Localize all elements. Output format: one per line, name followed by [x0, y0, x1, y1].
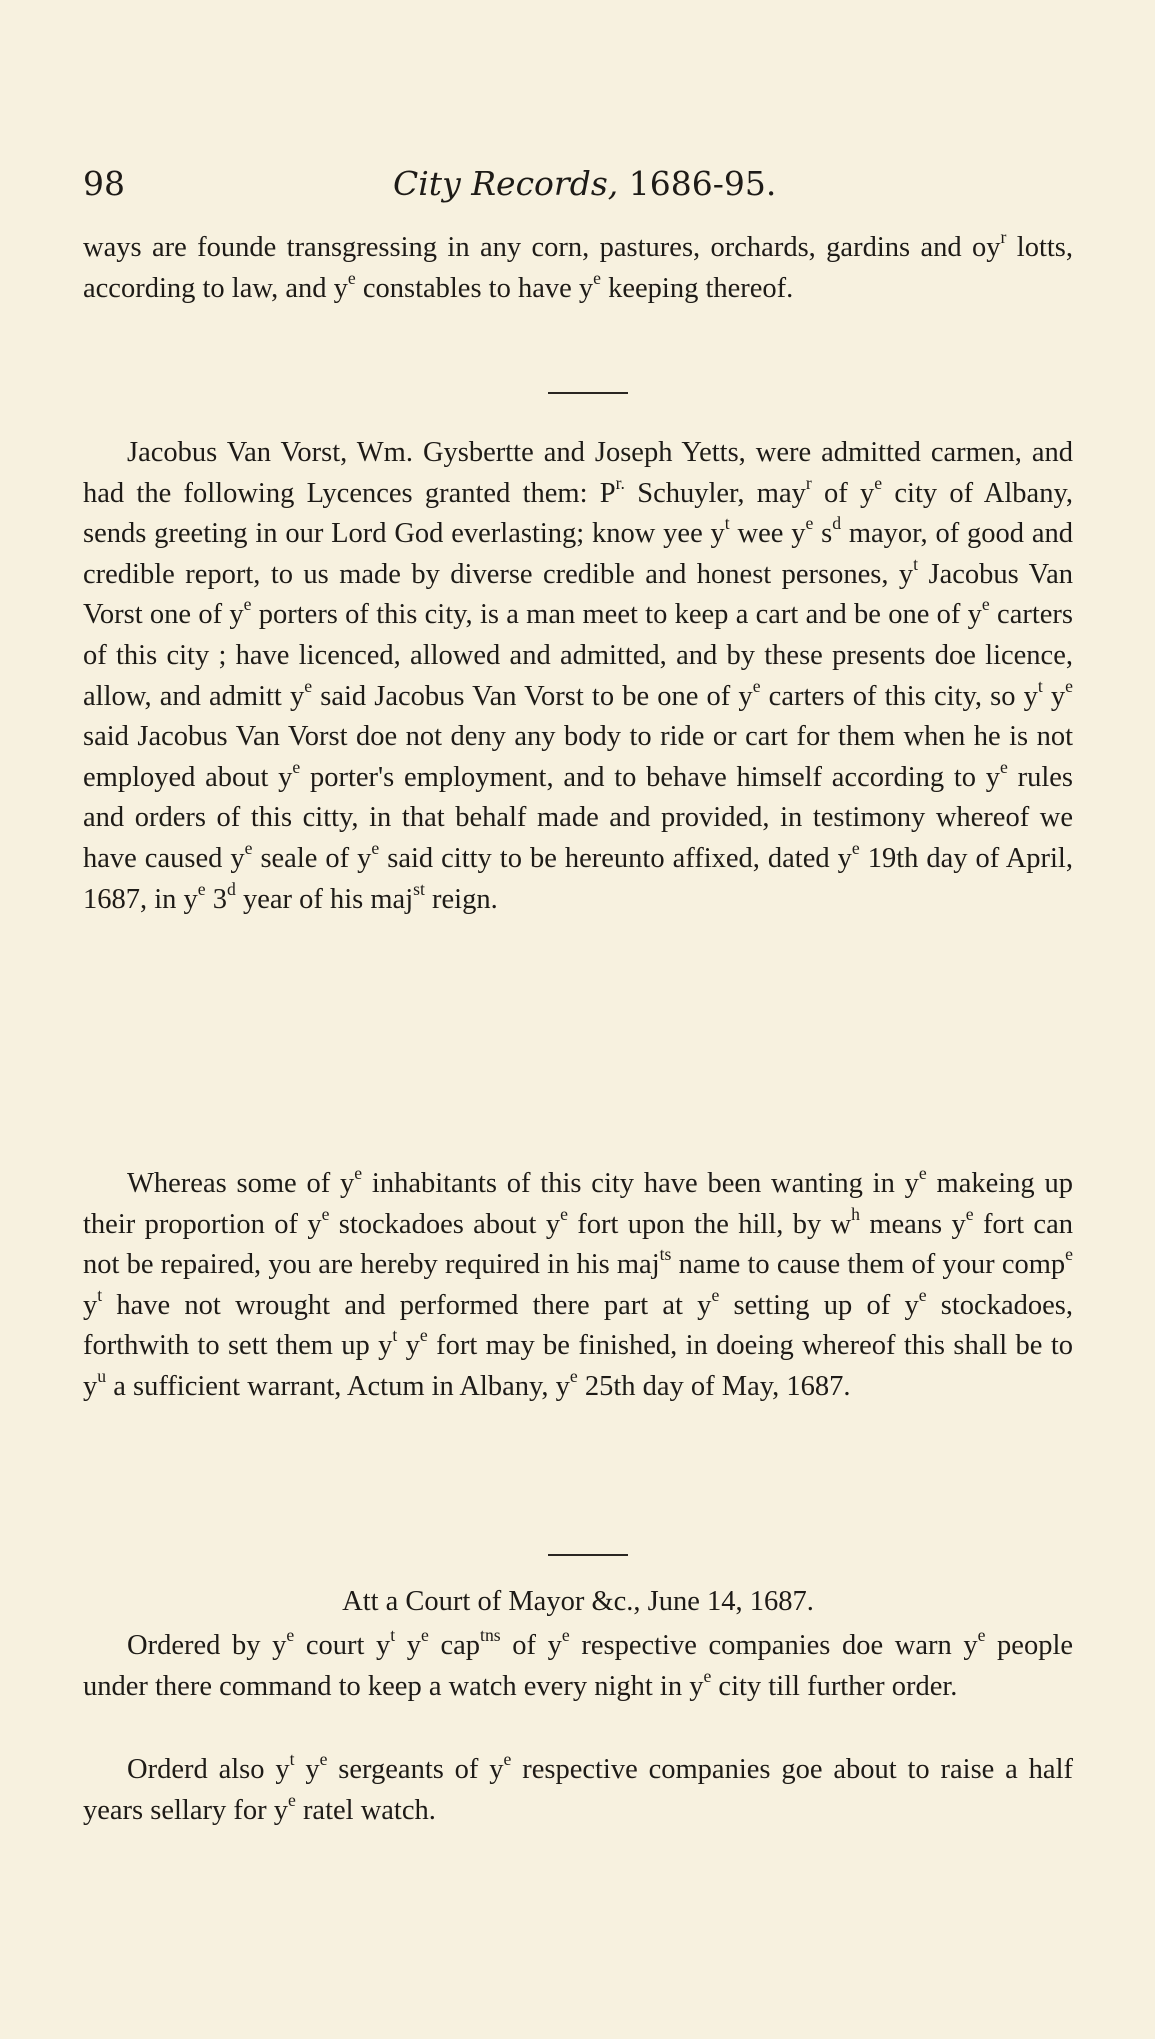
- court-heading: Att a Court of Mayor &c., June 14, 1687.: [342, 1586, 814, 1617]
- running-title-name: City Records,: [393, 164, 619, 203]
- paragraph-sergeants: Orderd also $y^t$ $y^e$ sergeants of $y^e$ respective companies goe about to raise a half years sellary for $y^e$ ratel watch.: [83, 1748, 1073, 1826]
- paragraph-licence: Jacobus Van Vorst, Wm. Gysbertte and Joseph Yetts, were admitted carmen, and had the following Lycences granted them: $P^{r.}$ Schuyler, may$^r$ of $y^e$ city of Albany, sends greeting in our Lord God everlasting; know yee $y^t$ wee $y^e$ $s^d$ mayor, of good and credible report, to us made by diverse credible and honest persones, $y^t$ Jacobus Van Vorst one of $y^e$ porters of this city, is a man meet to keep a cart and be one of $y^e$ carters of this city ; have licenced, allowed and admitted, and by these presents doe licence, allow, and admitt $y^e$ said Jacobus Van Vorst to be one of $y^e$ carters of this city, so $y^t$ $y^e$ said Jacobus Van Vorst doe not deny any body to ride or cart for them when he is not employed about $y^e$ porter's employment, and to behave himself according to $y^e$ rules and orders of this citty, in that behalf made and provided, in testimony whereof we have caused $y^e$ seale of $y^e$ said citty to be hereunto affixed, dated $y^e$ 19th day of April, 1687, in $y^e$ 3$^d$ year of his maj$^{st}$ reign.: [83, 437, 1074, 915]
- running-title: [393, 164, 776, 203]
- page-header: [83, 158, 783, 208]
- page-number: 98: [83, 164, 125, 203]
- paragraph-watch-order: Ordered by $y^e$ court $y^t$ $y^e$ cap$^{tns}$ of $y^e$ respective companies doe warn $y^e$ people under there command to keep a watch every night in $y^e$ city till further order.: [83, 1624, 1074, 1702]
- section-divider: [548, 1554, 628, 1556]
- paragraph-continuation: ways are founde transgressing in any corn, pastures, orchards, gardins and $oy^r$ lotts, according to law, and $y^e$ constables to have $y^e$ keeping thereof.: [83, 226, 1073, 304]
- paragraph-stockadoes: Whereas some of $y^e$ inhabitants of this city have been wanting in $y^e$ makeing up their proportion of $y^e$ stockadoes about $y^e$ fort upon the hill, by $w^h$ means $y^e$ fort can not be repaired, you are hereby required in his maj$^{ts}$ name to cause them of your comp$^e$ $y^t$ have not wrought and performed there part at $y^e$ setting up of $y^e$ stockadoes, forthwith to sett them up $y^t$ $y^e$ fort may be finished, in doeing whereof this shall be to $y^u$ a sufficient warrant, Actum in Albany, $y^e$ 25th day of May, 1687.: [83, 1162, 1074, 1402]
- section-divider: [548, 392, 628, 394]
- running-title-years: 1686-95.: [628, 164, 777, 203]
